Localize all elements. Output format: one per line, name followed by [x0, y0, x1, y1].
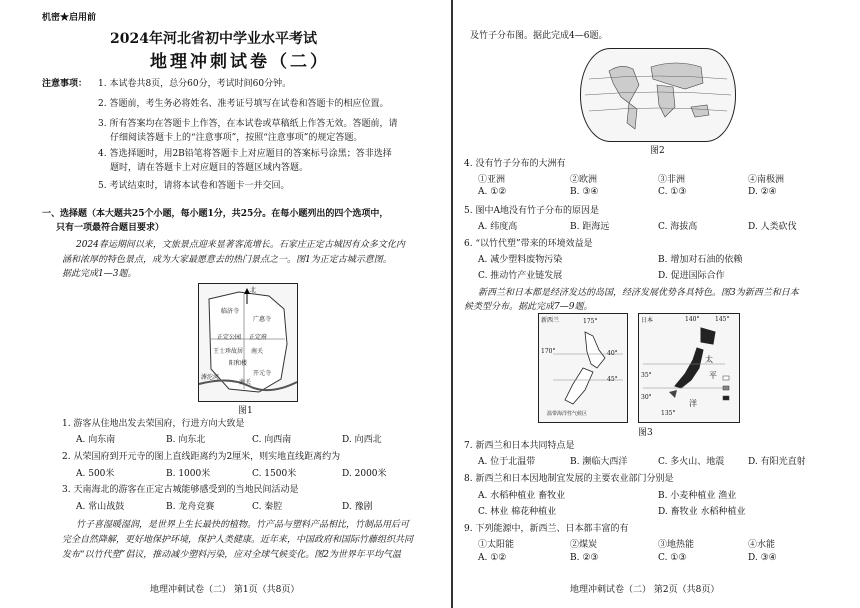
figure-3-new-zealand-map	[538, 313, 628, 423]
fig1-label: 北	[250, 287, 257, 294]
fig1-label: 广惠寺	[253, 316, 272, 323]
fig1-label: 南关	[251, 348, 264, 355]
fig3-label: 140°	[685, 316, 700, 323]
q7-option-b[interactable]: B. 濒临大西洋	[570, 457, 628, 467]
fig1-label: 临济寺	[221, 308, 240, 315]
q7-option-d[interactable]: D. 有阳光直射	[748, 457, 806, 467]
q6-option-a[interactable]: A. 减少塑料废物污染	[478, 255, 563, 265]
q6-option-d[interactable]: D. 促进国际合作	[658, 271, 725, 281]
fig3-label: 170°	[541, 348, 556, 355]
confidential-mark: 机密★启用前	[42, 13, 97, 23]
q8-option-a[interactable]: A. 水稻种植业 畜牧业	[478, 491, 566, 501]
q8-option-c[interactable]: C. 林业 棉花种植业	[478, 507, 557, 517]
note-line: 1. 本试卷共8页，总分60分，考试时间60分钟。	[98, 79, 292, 89]
q6-option-c[interactable]: C. 推动竹产业链发展	[478, 271, 563, 281]
fig3-label: 145°	[715, 316, 730, 323]
note-line: 2. 答题前，考生务必将姓名、准考证号填写在试卷和答题卡的相应位置。	[98, 99, 389, 109]
fig3-legend: 温带海洋性气候区	[547, 411, 588, 417]
note-line: 仔细阅读答题卡上的“注意事项”，按照“注意事项”的规定答题。	[110, 133, 363, 143]
q2-option-d[interactable]: D. 2000米	[342, 469, 387, 479]
question-3: 3. 天南海北的游客在正定古城能够感受到的当地民间活动是	[62, 485, 299, 495]
page-footer: 地理冲刺试卷（二） 第2页（共8页）	[570, 585, 720, 595]
fig1-label: 阳和楼	[229, 360, 248, 367]
passage-line: 2024春运期间以来，文旅景点迎来显著客流增长。石家庄正定古城因有众多文化内	[76, 240, 405, 250]
q9-option-d[interactable]: D. ③④	[748, 553, 777, 563]
q1-option-a[interactable]: A. 向东南	[76, 435, 116, 445]
fig3-label: 洋	[689, 399, 697, 408]
q1-option-c[interactable]: C. 向西南	[252, 435, 292, 445]
section-heading: 一、选择题（本大题共25个小题，每小题1分，共25分。在每小题列出的四个选项中，	[42, 209, 389, 219]
q4-option-d[interactable]: D. ②④	[748, 187, 777, 197]
figure-3-caption: 图3	[638, 428, 653, 438]
fig1-label: 南关	[239, 379, 252, 386]
passage-line: 新西兰和日本都是经济发达的岛国，经济发展优势各具特色。图3为新西兰和日本	[478, 288, 799, 298]
q9-item: ③地热能	[658, 540, 695, 550]
q5-option-a[interactable]: A. 纬度高	[478, 222, 518, 232]
fig3-label: 35°	[641, 372, 652, 379]
passage-line: 据此完成1—3题。	[62, 269, 137, 279]
page-2	[452, 0, 860, 608]
exam-title: 2024年河北省初中学业水平考试	[110, 31, 317, 47]
q9-item: ②煤炭	[570, 540, 598, 550]
paper-title: 地理冲刺试卷（二）	[150, 52, 330, 72]
question-6: 6. “以竹代塑”带来的环境效益是	[464, 239, 593, 249]
question-1: 1. 游客从住地出发去荣国府，行进方向大致是	[62, 419, 245, 429]
fig3-label: 40°	[607, 350, 618, 357]
passage-line: 发布“以竹代塑”倡议，推动减少塑料污染，应对全球气候变化。图2为世界年平均气温	[62, 550, 401, 560]
fig3-label: 175°	[583, 318, 598, 325]
q4-item: ③非洲	[658, 175, 686, 185]
q2-option-c[interactable]: C. 1500米	[252, 469, 297, 479]
notes-label: 注意事项：	[42, 79, 88, 89]
q4-option-c[interactable]: C. ①③	[658, 187, 687, 197]
q2-option-a[interactable]: A. 500米	[76, 469, 115, 479]
nz-label: 新西兰	[541, 317, 560, 324]
fig3-label: 30°	[641, 394, 652, 401]
fig3-label: 135°	[661, 410, 676, 417]
note-line: 题时，请在答题卡上对应题目的答题区域内答题。	[110, 163, 309, 173]
fig3-label: 太	[705, 355, 713, 364]
q2-option-b[interactable]: B. 1000米	[166, 469, 211, 479]
fig1-label: 王士珍故居	[213, 348, 244, 355]
q9-option-a[interactable]: A. ①②	[478, 553, 507, 563]
fig1-label: 滹沱河	[201, 374, 220, 381]
question-7: 7. 新西兰和日本共同特点是	[464, 441, 575, 451]
q4-option-a[interactable]: A. ①②	[478, 187, 507, 197]
question-4: 4. 没有竹子分布的大洲有	[464, 159, 566, 169]
q3-option-d[interactable]: D. 豫剧	[342, 502, 373, 512]
q8-option-b[interactable]: B. 小麦种植业 渔业	[658, 491, 737, 501]
passage-line: 候类型分布。据此完成7—9题。	[464, 302, 593, 312]
fig1-label: 正定公园	[217, 334, 242, 341]
q1-option-d[interactable]: D. 向西北	[342, 435, 382, 445]
question-9: 9. 下列能源中，新西兰、日本都丰富的有	[464, 524, 629, 534]
figure-3-japan-map	[638, 313, 740, 423]
q9-option-b[interactable]: B. ②③	[570, 553, 599, 563]
section-heading: 只有一项最符合题目要求）	[56, 223, 165, 233]
passage-line: 及竹子分布图。据此完成4—6题。	[470, 31, 608, 41]
q4-option-b[interactable]: B. ③④	[570, 187, 599, 197]
q6-option-b[interactable]: B. 增加对石油的依赖	[658, 255, 743, 265]
figure-2-caption: 图2	[650, 146, 665, 156]
q3-option-a[interactable]: A. 常山战鼓	[76, 502, 125, 512]
q3-option-b[interactable]: B. 龙舟竞赛	[166, 502, 215, 512]
figure-2-world-map	[580, 48, 736, 142]
q3-option-c[interactable]: C. 秦腔	[252, 502, 283, 512]
question-2: 2. 从荣国府到开元寺的图上直线距离约为2厘米，则实地直线距离约为	[62, 452, 341, 462]
fig1-label: 正定府	[249, 334, 268, 341]
page-footer: 地理冲刺试卷（二） 第1页（共8页）	[150, 585, 300, 595]
q7-option-c[interactable]: C. 多火山、地震	[658, 457, 725, 467]
question-5: 5. 图中A地没有竹子分布的原因是	[464, 206, 599, 216]
q9-item: ①太阳能	[478, 540, 515, 550]
q5-option-b[interactable]: B. 距海远	[570, 222, 610, 232]
note-line: 4. 答选择题时，用2B铅笔将答题卡上对应题目的答案标号涂黑；答非选择	[98, 149, 392, 159]
fig3-label: 45°	[607, 376, 618, 383]
q9-option-c[interactable]: C. ①③	[658, 553, 687, 563]
jp-label: 日本	[641, 317, 654, 324]
q4-item: ②欧洲	[570, 175, 598, 185]
q1-option-b[interactable]: B. 向东北	[166, 435, 206, 445]
passage-line: 涵和浓厚的特色景点，成为大家最愿意去的热门景点之一。图1为正定古城示意图。	[62, 255, 392, 265]
question-8: 8. 新西兰和日本因地制宜发展的主要农业部门分别是	[464, 474, 674, 484]
q4-item: ①亚洲	[478, 175, 506, 185]
passage-line: 完全自然降解，更好地保护环境，保护人类健康。近年来，中国政府和国际竹藤组织共同	[62, 535, 414, 545]
q8-option-d[interactable]: D. 畜牧业 水稻种植业	[658, 507, 746, 517]
figure-1-caption: 图1	[238, 406, 253, 416]
passage-line: 竹子喜湿暖湿润，是世界上生长最快的植物。竹产品与塑料产品相比，竹制品用后可	[76, 520, 410, 530]
q7-option-a[interactable]: A. 位于北温带	[478, 457, 536, 467]
fig3-label: 平	[709, 371, 717, 380]
fig1-label: 开元寺	[253, 370, 272, 377]
q4-item: ④南极洲	[748, 175, 785, 185]
figure-3-nz-drawing	[539, 314, 627, 422]
figure-2-drawing	[581, 49, 735, 141]
q9-item: ④水能	[748, 540, 776, 550]
q5-option-d[interactable]: D. 人类砍伐	[748, 222, 797, 232]
note-line: 3. 所有答案均在答题卡上作答，在本试卷或草稿纸上作答无效。答题前，请	[98, 119, 398, 129]
figure-1-map	[198, 283, 298, 402]
note-line: 5. 考试结束时，请将本试卷和答题卡一并交回。	[98, 181, 290, 191]
q5-option-c[interactable]: C. 海拔高	[658, 222, 698, 232]
